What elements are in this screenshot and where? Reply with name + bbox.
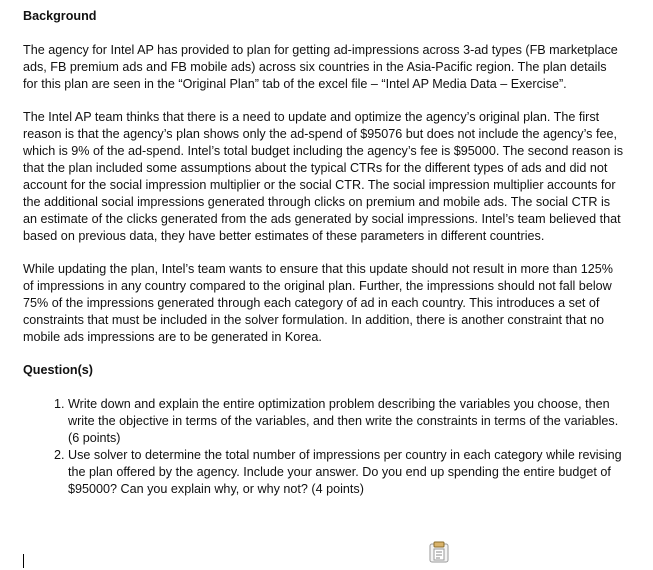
document-body — [23, 8, 623, 498]
questions-heading: Question(s) — [23, 363, 93, 377]
question-item-1: 1. Write down and explain the entire optimization problem describing the variables you choose, then write the objective in terms of the variables, and then write the constraints in terms of the variables. (6 points) — [68, 396, 623, 447]
text-cursor — [23, 554, 24, 568]
question-list — [23, 396, 623, 498]
background-paragraph-1: The agency for Intel AP has provided to plan for getting ad-impressions across 3-ad types (FB marketplace ads, FB premium ads and FB mobile ads) across six countries in the Asia-Pacific region. The plan details for this plan are seen in the “Original Plan” tab of the excel file – “Intel AP Media Data – Exercise”. — [23, 43, 618, 91]
background-paragraph-3: While updating the plan, Intel’s team wants to ensure that this update should not result in more than 125% of impressions in any country compared to the original plan. Further, the impressions should not fall below 75% of the impressions generated through each category of ad in each country. This introduces a set of constraints that must be included in the solver formulation. In addition, there is another constraint that no mobile ads impressions are to be generated in Korea. — [23, 262, 613, 344]
question-item-2: 2. Use solver to determine the total number of impressions per country in each category while revising the plan offered by the agency. Include your answer. Do you end up spending the entire budget of $95000? Can you explain why, or why not? (4 points) — [68, 447, 623, 498]
background-paragraph-2: The Intel AP team thinks that there is a need to update and optimize the agency’s original plan. The first reason is that the agency’s plan shows only the ad-spend of $95076 but does not include the agency’s fee, which is 9% of the ad-spend. Intel’s total budget including the agency’s fee is $95000. The second reason is that the plan included some assumptions about the typical CTRs for the different types of ads and did not account for the social impression multiplier or the social CTR. The social impression multiplier accounts for the additional social impressions generated through clicks on premium and mobile ads. The social CTR is an estimate of the clicks generated from the ads generated by social impressions. Intel’s team believed that based on previous data, they have better estimates of these parameters in different countries. — [23, 110, 623, 243]
background-heading: Background — [23, 9, 97, 23]
clipboard-icon[interactable] — [429, 541, 449, 563]
